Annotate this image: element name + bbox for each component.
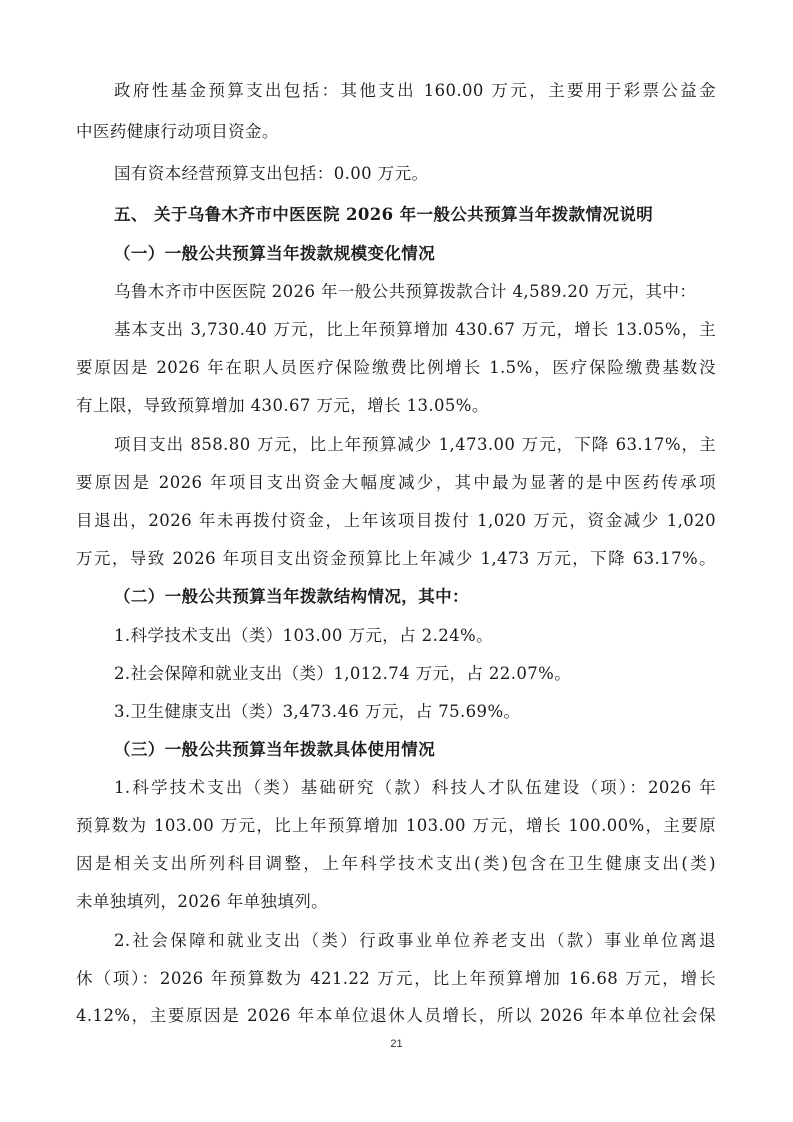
paragraph-basic-expenditure-line1: 基本支出 3,730.40 万元，比上年预算增加 430.67 万元，增长 13.05%，主 bbox=[114, 320, 716, 339]
usage-science-line2: 预算数为 103.00 万元，比上年预算增加 103.00 万元，增长 100.00%，主要原 bbox=[76, 816, 716, 835]
paragraph-project-expenditure-line1: 项目支出 858.80 万元，比上年预算减少 1,473.00 万元，下降 63.17%，主 bbox=[114, 435, 716, 454]
paragraph-state-capital: 国有资本经营预算支出包括：0.00 万元。 bbox=[114, 164, 429, 183]
paragraph-project-expenditure-line2: 要原因是 2026 年项目支出资金大幅度减少，其中最为显著的是中医药传承项 bbox=[76, 473, 716, 492]
usage-social-security-line1: 2.社会保障和就业支出（类）行政事业单位养老支出（款）事业单位离退 bbox=[114, 931, 716, 950]
paragraph-total-appropriation: 乌鲁木齐市中医医院 2026 年一般公共预算拨款合计 4,589.20 万元，其中： bbox=[114, 282, 697, 301]
structure-item-health: 3.卫生健康支出（类）3,473.46 万元，占 75.69%。 bbox=[114, 702, 521, 721]
paragraph-basic-expenditure-line2: 要原因是 2026 年在职人员医疗保险缴费比例增长 1.5%，医疗保险缴费基数没 bbox=[76, 358, 716, 377]
section-heading-5: 五、 关于乌鲁木齐市中医医院 2026 年一般公共预算当年拨款情况说明 bbox=[114, 205, 654, 224]
subheading-3: （三）一般公共预算当年拨款具体使用情况 bbox=[114, 740, 436, 759]
structure-item-science: 1.科学技术支出（类）103.00 万元，占 2.24%。 bbox=[114, 626, 493, 645]
structure-item-social-security: 2.社会保障和就业支出（类）1,012.74 万元，占 22.07%。 bbox=[114, 664, 572, 683]
usage-social-security-line3: 4.12%，主要原因是 2026 年本单位退休人员增长，所以 2026 年本单位社会保 bbox=[76, 1006, 716, 1025]
usage-science-line3: 因是相关支出所列科目调整，上年科学技术支出(类)包含在卫生健康支出(类) bbox=[76, 854, 716, 873]
paragraph-project-expenditure-line4: 万元，导致 2026 年项目支出资金预算比上年减少 1,473 万元，下降 63.17%。 bbox=[76, 549, 716, 568]
usage-social-security-line2: 休（项）：2026 年预算数为 421.22 万元，比上年预算增加 16.68 万元，增长 bbox=[76, 969, 716, 988]
paragraph-fund-budget-line2: 中医药健康行动项目资金。 bbox=[76, 122, 279, 141]
usage-science-line4: 未单独填列，2026 年单独填列。 bbox=[76, 892, 329, 911]
paragraph-basic-expenditure-line3: 有上限，导致预算增加 430.67 万元，增长 13.05%。 bbox=[76, 396, 489, 415]
usage-science-line1: 1.科学技术支出（类）基础研究（款）科技人才队伍建设（项）：2026 年 bbox=[114, 778, 716, 797]
subheading-1: （一）一般公共预算当年拨款规模变化情况 bbox=[114, 244, 436, 263]
page-number: 21 bbox=[390, 1038, 403, 1050]
paragraph-fund-budget-line1: 政府性基金预算支出包括：其他支出 160.00 万元，主要用于彩票公益金 bbox=[114, 81, 716, 100]
subheading-2: （二）一般公共预算当年拨款结构情况，其中： bbox=[114, 587, 469, 606]
paragraph-project-expenditure-line3: 目退出，2026 年未再拨付资金，上年该项目拨付 1,020 万元，资金减少 1,020 bbox=[76, 511, 716, 530]
